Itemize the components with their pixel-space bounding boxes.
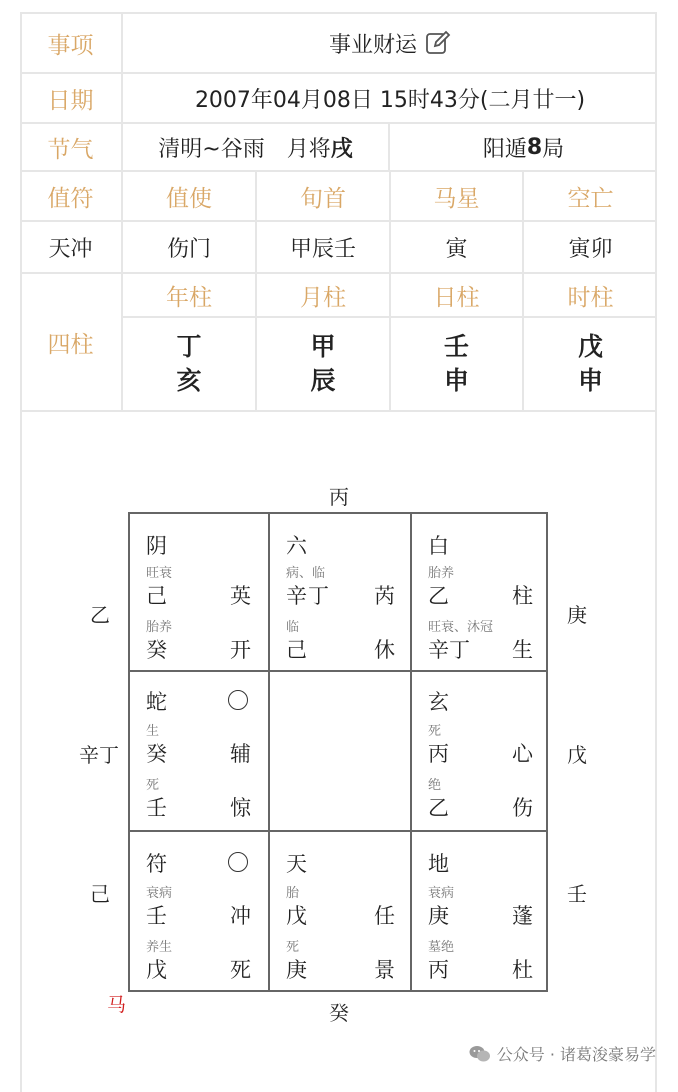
value-kongwang: 寅卯 [568,236,613,262]
palace-w[interactable] [130,672,268,830]
info-header-row [20,172,657,222]
pillar-header-year: 年柱 [123,274,257,316]
pillar-day-branch: 申 [443,366,469,395]
pillar-month [257,318,391,410]
palace-center [270,672,410,830]
header-maxing: 马星 [391,172,524,220]
palace-se-state1: 衰病 [428,886,455,901]
palace-sw-state2: 养生 [146,940,173,955]
palace-nw-stem1: 己 [146,584,167,608]
pillar-header-band [123,274,657,318]
sizhu-row [20,274,657,412]
pillar-day [391,318,524,410]
sizhu-label: 四柱 [20,274,123,410]
palace-nw-door: 开 [230,638,251,662]
palace-nw-god: 阴 [146,534,167,558]
palace-e-state2: 绝 [428,778,442,793]
palace-ne-star: 柱 [512,584,533,608]
palace-nw[interactable] [130,514,268,670]
pillar-year-branch: 亥 [176,366,202,395]
palace-w-state1: 生 [146,724,160,739]
header-xunshou: 旬首 [257,172,391,220]
palace-e-god: 玄 [428,690,449,714]
pillar-day-stem: 壬 [443,332,469,361]
value-zhishi: 伤门 [123,222,257,272]
value-maxing: 寅 [391,222,524,272]
value-xunshou: 甲辰壬 [257,222,391,272]
palace-ne[interactable] [412,514,548,670]
palace-sw-god: 符 [146,852,167,876]
palace-n-god: 六 [286,534,307,558]
pillar-hour-branch: 申 [577,366,603,395]
palace-sw-stem1: 壬 [146,904,167,928]
palace-n-door: 休 [374,638,395,662]
palace-nw-star: 英 [230,584,251,608]
date-row [20,74,657,124]
kongwang-circle-icon [228,690,248,710]
palace-ne-state1: 胎养 [428,566,455,581]
pillar-value-band [123,318,657,410]
jieqi-label: 节气 [20,124,123,170]
palace-ne-state2: 旺衰、沐冠 [428,620,494,635]
pillar-year [123,318,257,410]
pillar-month-branch: 辰 [310,366,336,395]
palace-sw-door: 死 [230,958,251,982]
palace-e-stem1: 丙 [428,742,449,766]
wechat-icon [469,1045,491,1063]
palace-w-star: 辅 [230,742,251,766]
palace-n-stem1b: 丁 [308,584,329,608]
palace-se-god: 地 [428,852,449,876]
palace-s[interactable] [270,832,410,992]
pillar-header-hour: 时柱 [567,284,614,311]
palace-se-door: 杜 [512,958,533,982]
qimen-grid [128,512,548,992]
header-zhifu: 值符 [20,172,123,220]
outer-right-mid: 戊 [567,743,587,767]
palace-n-state2: 临 [286,620,300,635]
palace-n[interactable] [270,514,410,670]
palace-ne-stem1: 乙 [428,584,449,608]
info-value-row [20,222,657,274]
kongwang-circle-icon [228,852,248,872]
jieqi-cell [123,124,390,170]
jieqi-value: 清明~谷雨 [158,136,265,162]
palace-s-god: 天 [286,852,307,876]
palace-sw-stem2: 戊 [146,958,167,982]
watermark [469,1042,656,1065]
palace-e-star: 心 [512,742,533,766]
palace-s-stem2: 庚 [286,958,307,982]
palace-ne-god: 白 [428,534,449,558]
palace-sw[interactable] [130,832,268,992]
palace-e-door: 伤 [512,796,533,820]
jieqi-row [20,124,657,172]
palace-w-stem1: 癸 [146,742,167,766]
pillar-month-stem: 甲 [310,332,336,361]
yuejiang-value: 戌 [330,136,353,162]
yuejiang-prefix: 月将 [286,136,331,162]
palace-n-star: 芮 [374,584,395,608]
palace-nw-stem2: 癸 [146,638,167,662]
palace-s-stem1: 戊 [286,904,307,928]
pillar-header-day: 日柱 [391,274,524,316]
palace-w-door: 惊 [230,796,251,820]
outer-right-bottom: 壬 [567,882,587,906]
palace-se-star: 蓬 [512,904,533,928]
palace-n-stem1a: 辛 [286,584,307,608]
outer-right-top: 庚 [567,603,587,627]
pillar-header-month: 月柱 [257,274,391,316]
palace-sw-star: 冲 [230,904,251,928]
matter-label: 事项 [20,14,123,72]
date-label: 日期 [20,74,123,122]
pillar-hour-stem: 戊 [577,332,603,361]
palace-s-state1: 胎 [286,886,300,901]
palace-se-stem2: 丙 [428,958,449,982]
matter-value-cell [123,14,657,72]
palace-n-stem2: 己 [286,638,307,662]
palace-ne-door: 生 [512,638,533,662]
edit-icon[interactable] [425,30,451,56]
header-zhishi: 值使 [123,172,257,220]
ju-value: 8 [526,134,543,160]
header-kongwang: 空亡 [567,185,614,212]
outer-left-mid: 辛丁 [79,743,119,767]
matter-value: 事业财运 [328,32,417,58]
palace-se-state2: 墓绝 [428,940,455,955]
palace-se[interactable] [412,832,548,992]
outer-left-bottom: 己 [90,882,110,906]
matter-row [20,12,657,74]
watermark-text: 公众号 · 诸葛浚豪易学 [496,1045,656,1064]
value-zhifu: 天冲 [20,222,123,272]
palace-w-state2: 死 [146,778,160,793]
palace-e-state1: 死 [428,724,442,739]
palace-s-state2: 死 [286,940,300,955]
palace-nw-state1: 旺衰 [146,566,173,581]
palace-s-star: 任 [374,904,395,928]
horse-marker: 马 [107,994,127,1016]
palace-ne-stem2: 辛丁 [428,638,470,662]
ju-prefix: 阳遁 [482,136,527,162]
outer-top: 丙 [329,485,349,509]
pillar-hour [524,318,657,410]
palace-w-god: 蛇 [146,690,167,714]
ju-suffix: 局 [542,136,565,162]
palace-sw-state1: 衰病 [146,886,173,901]
palace-e-stem2: 乙 [428,796,449,820]
outer-bottom: 癸 [329,1001,349,1025]
ju-cell [390,124,657,170]
palace-s-door: 景 [374,958,395,982]
pillar-year-stem: 丁 [176,332,202,361]
palace-n-state1: 病、临 [286,566,326,581]
date-value: 2007年04月08日 15时43分(二月廿一) [194,87,586,113]
palace-w-stem2: 壬 [146,796,167,820]
outer-left-top: 乙 [90,603,110,627]
palace-e[interactable] [412,672,548,830]
palace-nw-state2: 胎养 [146,620,173,635]
palace-se-stem1: 庚 [428,904,449,928]
